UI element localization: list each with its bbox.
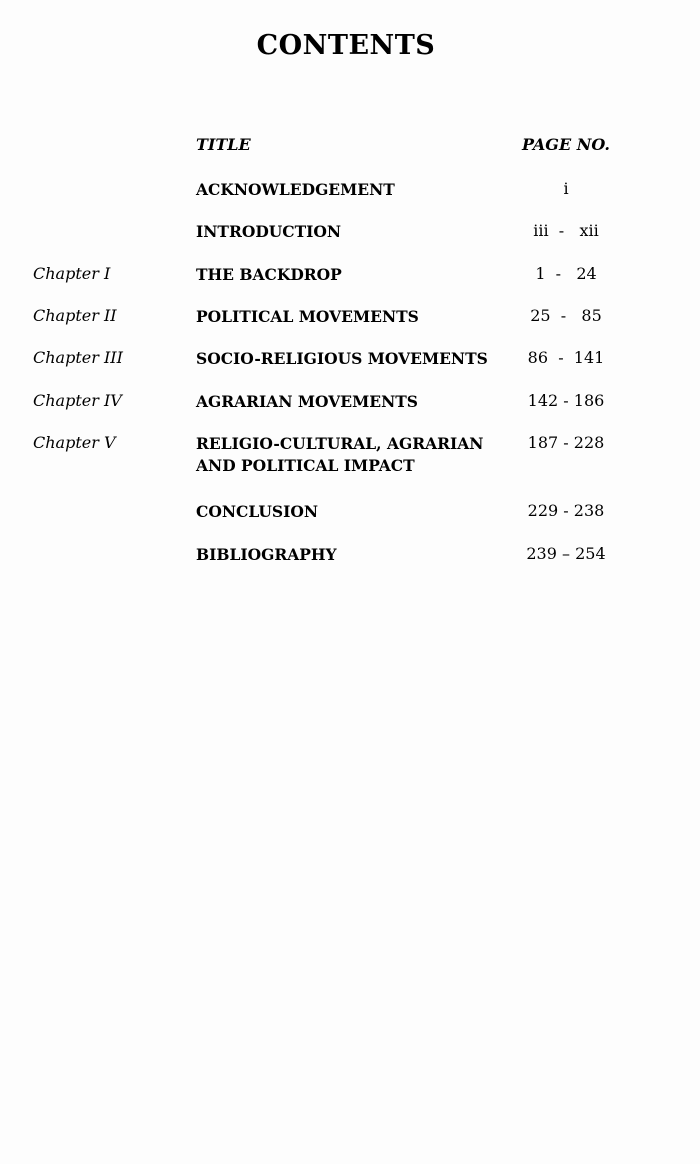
entry-title: SOCIO-RELIGIOUS MOVEMENTS — [196, 349, 488, 368]
entry-page-range: 86 - 141 — [527, 348, 605, 367]
entry-page-range: 229 - 238 — [527, 501, 605, 520]
entry-title: POLITICAL MOVEMENTS — [196, 307, 419, 326]
entry-page-range: i — [563, 179, 569, 198]
entry-page-range: 25 - 85 — [530, 306, 602, 325]
entry-title: RELIGIO-CULTURAL, AGRARIAN AND POLITICAL IMPACT — [196, 434, 484, 475]
chapter-label: Chapter II — [33, 306, 117, 325]
page-title: CONTENTS — [256, 30, 436, 61]
chapter-label: Chapter V — [33, 433, 116, 452]
entry-page-range: 239 – 254 — [526, 544, 606, 563]
entry-title: ACKNOWLEDGEMENT — [196, 180, 395, 199]
entry-title: CONCLUSION — [196, 502, 319, 521]
entry-page-range: 142 - 186 — [527, 391, 605, 410]
chapter-label: Chapter I — [33, 264, 111, 283]
page-number-column-header: PAGE NO. — [522, 135, 610, 154]
entry-title: BIBLIOGRAPHY — [196, 545, 337, 564]
entry-page-range: iii - xii — [533, 221, 599, 240]
entry-title: THE BACKDROP — [196, 265, 342, 284]
chapter-label: Chapter III — [33, 348, 123, 367]
entry-title: AGRARIAN MOVEMENTS — [196, 392, 418, 411]
entry-page-range: 187 - 228 — [527, 433, 605, 452]
chapter-label: Chapter IV — [33, 391, 122, 410]
entry-page-range: 1 - 24 — [535, 264, 597, 283]
entry-title: INTRODUCTION — [196, 222, 342, 241]
title-column-header: TITLE — [196, 135, 251, 154]
